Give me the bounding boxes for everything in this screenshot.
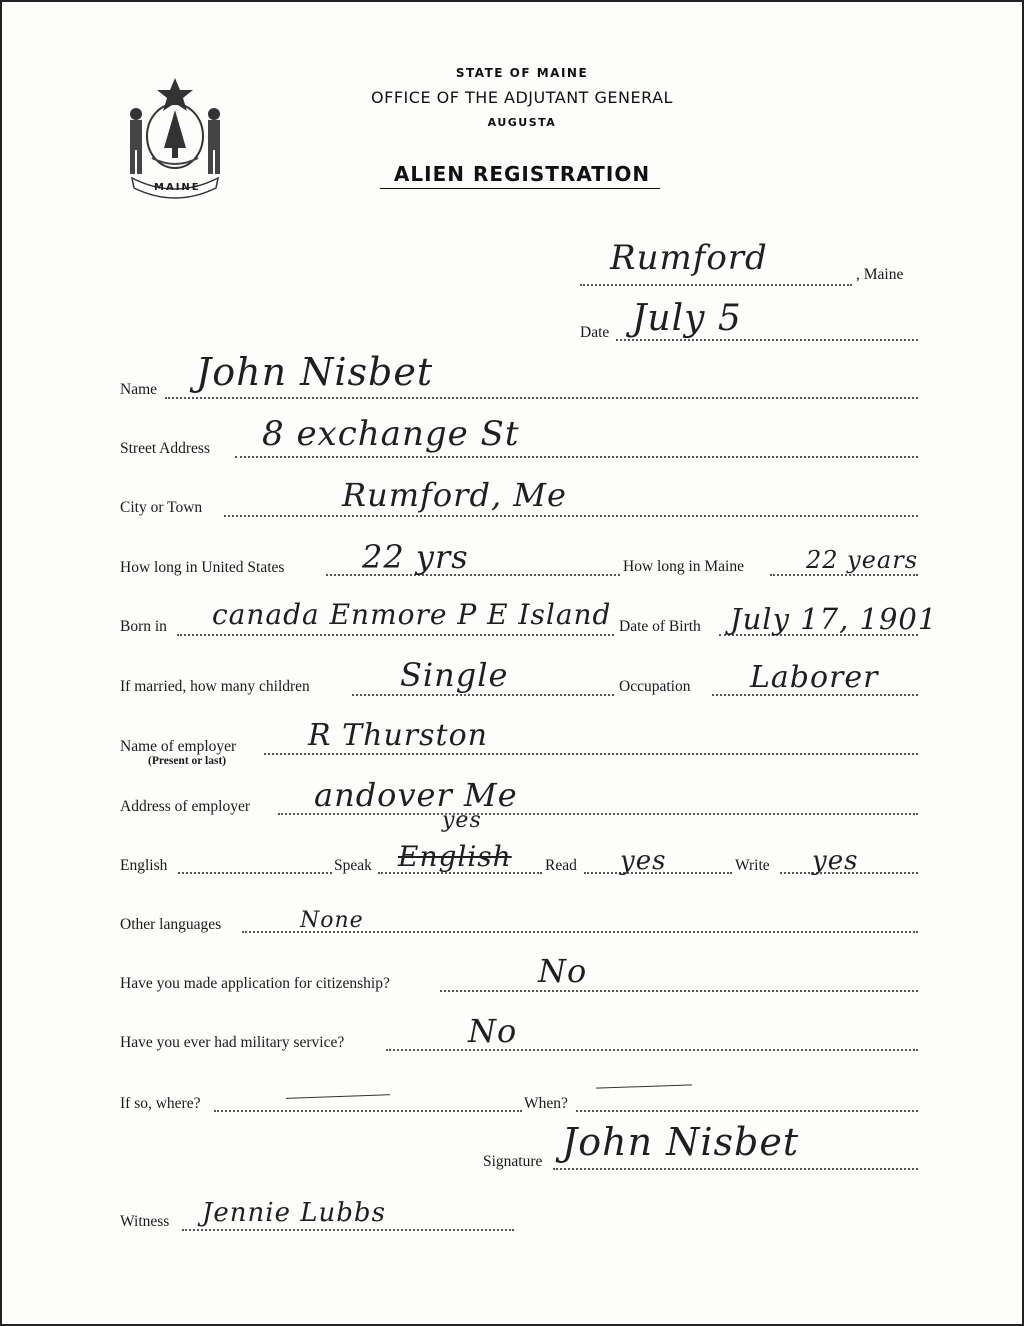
write-value: yes <box>812 846 859 876</box>
where-dash <box>286 1094 390 1099</box>
date-value: July 5 <box>632 298 742 339</box>
occupation-value: Laborer <box>750 660 879 695</box>
maine-label: , Maine <box>856 266 904 283</box>
name-dotted-line <box>165 397 918 399</box>
employer-address-value: andover Me <box>314 776 518 814</box>
when-label: When? <box>524 1095 568 1112</box>
married-children-label: If married, how many children <box>120 678 310 695</box>
employer-name-label: Name of employer <box>120 738 237 755</box>
how-long-maine-dotted-line <box>770 574 918 576</box>
witness-value: Jennie Lubbs <box>202 1198 386 1228</box>
citizenship-label: Have you made application for citizenship? <box>120 975 390 992</box>
employer-address-label: Address of employer <box>120 798 250 815</box>
when-dotted-line <box>576 1110 918 1112</box>
city-dotted-line <box>224 515 918 517</box>
employer-name-sublabel: (Present or last) <box>148 755 227 767</box>
speak-struck-value: English <box>398 840 512 873</box>
street-address-value: 8 exchange St <box>262 414 520 454</box>
name-label: Name <box>120 381 158 398</box>
form-title: ALIEN REGISTRATION <box>393 162 651 186</box>
header-state: STATE OF MAINE <box>455 66 589 80</box>
where-dotted-line <box>214 1110 522 1112</box>
english-dotted-line <box>178 872 332 874</box>
speak-value: yes <box>442 808 482 833</box>
witness-dotted-line <box>182 1229 514 1231</box>
employer-name-value: R Thurston <box>308 718 488 753</box>
born-in-value: canada Enmore P E Island <box>212 598 612 631</box>
date-of-birth-label: Date of Birth <box>619 618 701 635</box>
title-underline <box>380 188 660 189</box>
read-value: yes <box>620 846 667 876</box>
citizenship-value: No <box>538 952 588 990</box>
married-children-value: Single <box>400 656 509 694</box>
married-children-dotted-line <box>352 694 614 696</box>
how-long-maine-label: How long in Maine <box>623 558 744 575</box>
signature-value: John Nisbet <box>562 1120 800 1164</box>
header-office: OFFICE OF THE ADJUTANT GENERAL <box>371 88 673 107</box>
employer-name-dotted-line <box>264 753 918 755</box>
if-so-where-label: If so, where? <box>120 1095 201 1112</box>
military-dotted-line <box>386 1049 918 1051</box>
date-dotted-line <box>616 339 918 341</box>
street-address-dotted-line <box>235 456 918 458</box>
military-label: Have you ever had military service? <box>120 1034 345 1051</box>
street-address-label: Street Address <box>120 440 210 457</box>
born-in-label: Born in <box>120 618 167 635</box>
header-city: AUGUSTA <box>487 116 557 129</box>
seal-ribbon-text: MAINE <box>154 182 201 193</box>
english-label: English <box>120 857 168 874</box>
other-languages-label: Other languages <box>120 916 222 933</box>
city-value: Rumford, Me <box>342 476 567 514</box>
signature-dotted-line <box>553 1168 918 1170</box>
when-dash <box>596 1084 692 1088</box>
date-of-birth-value: July 17, 1901 <box>730 602 938 636</box>
how-long-us-value: 22 yrs <box>362 538 469 576</box>
speak-label: Speak <box>334 857 372 874</box>
citizenship-dotted-line <box>440 990 918 992</box>
read-label: Read <box>545 857 577 874</box>
other-languages-value: None <box>300 908 364 933</box>
witness-label: Witness <box>120 1213 170 1230</box>
town-value: Rumford <box>610 238 768 278</box>
date-label: Date <box>580 324 610 341</box>
how-long-us-label: How long in United States <box>120 559 285 576</box>
town-dotted-line <box>580 284 852 286</box>
occupation-label: Occupation <box>619 678 691 695</box>
city-label: City or Town <box>120 499 203 516</box>
name-value: John Nisbet <box>196 350 434 394</box>
born-in-dotted-line <box>177 634 614 636</box>
write-label: Write <box>735 857 770 874</box>
how-long-maine-value: 22 years <box>806 546 919 574</box>
signature-label: Signature <box>483 1153 543 1170</box>
military-value: No <box>468 1012 518 1050</box>
